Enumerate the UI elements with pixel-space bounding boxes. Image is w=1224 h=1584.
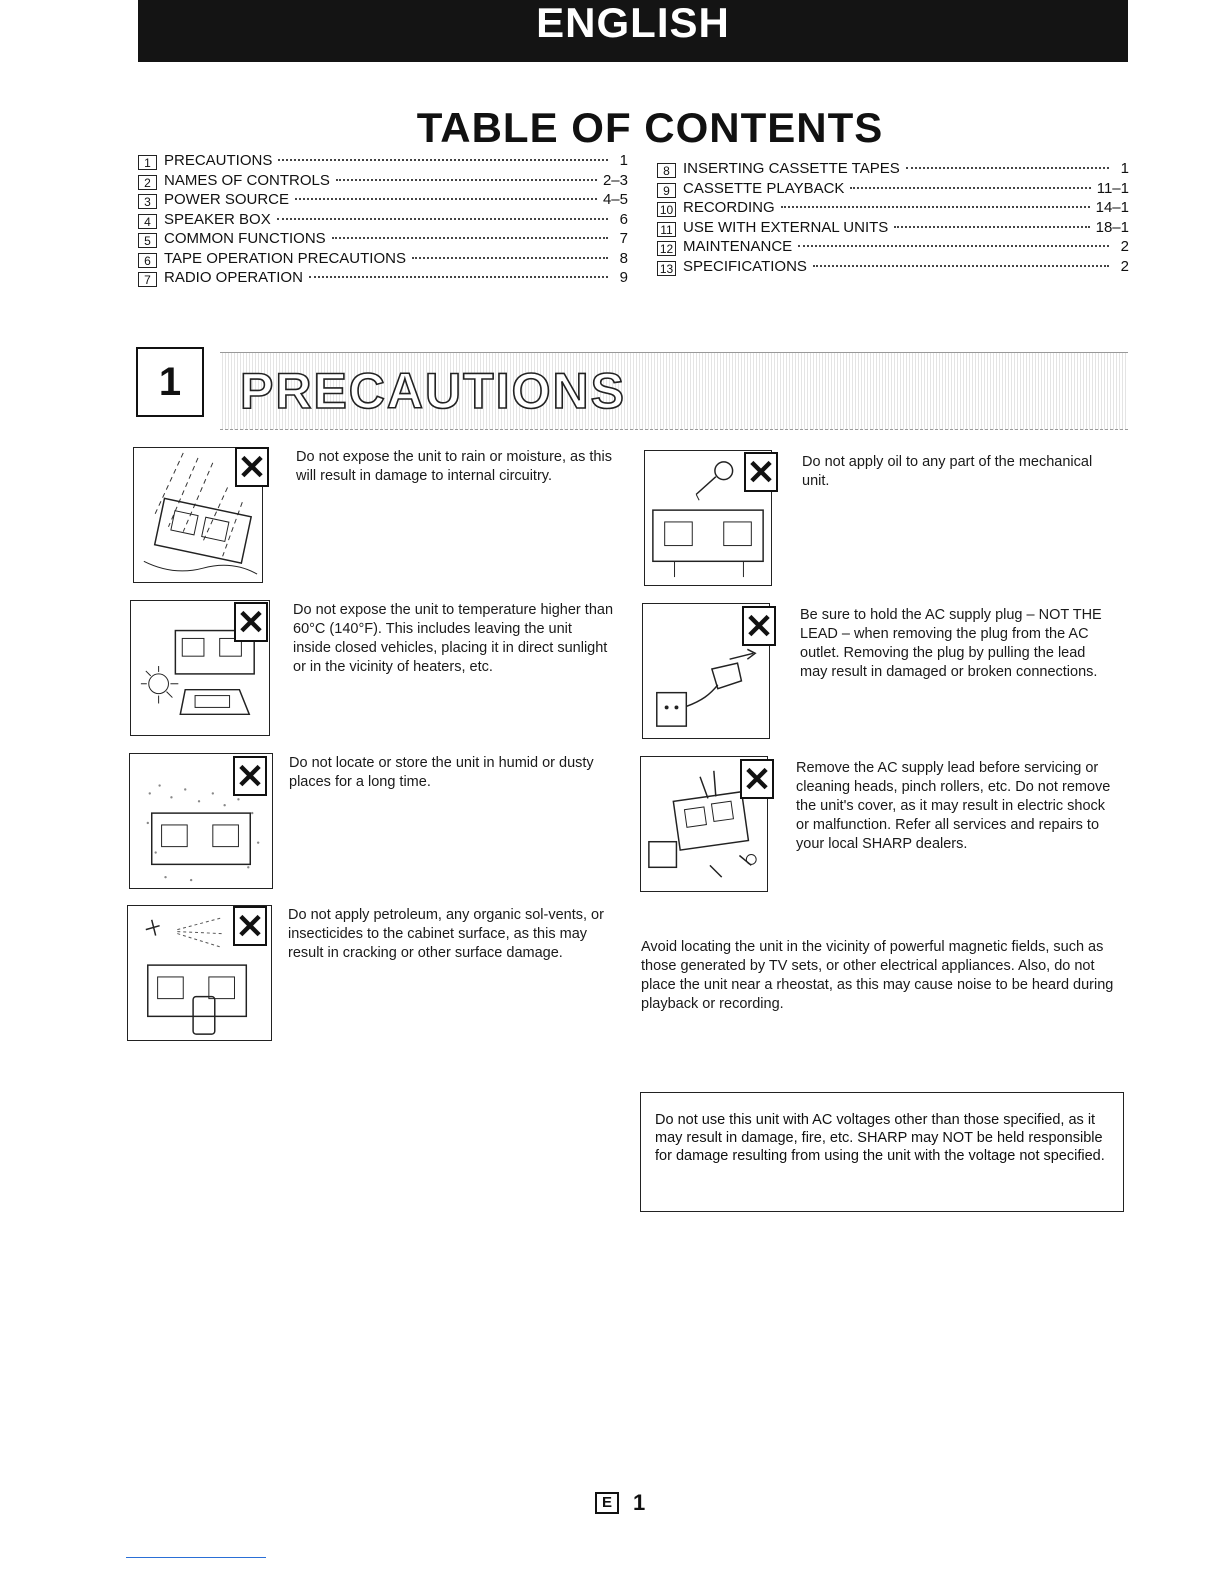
toc-leader-dots: [850, 187, 1090, 189]
prohibited-icon: ✕: [742, 606, 776, 646]
toc-item-label: CASSETTE PLAYBACK: [683, 179, 845, 197]
toc-item-page: 7: [619, 230, 628, 247]
prohibited-icon: ✕: [235, 447, 269, 487]
toc-item: [138, 172, 628, 192]
toc-item-number: 7: [138, 272, 157, 287]
prohibited-icon: ✕: [234, 602, 268, 642]
toc-item-label: USE WITH EXTERNAL UNITS: [683, 218, 889, 236]
toc-leader-dots: [813, 265, 1109, 267]
toc-item-number: 13: [657, 261, 676, 276]
toc-left-column: [138, 152, 628, 289]
toc-leader-dots: [278, 159, 608, 161]
toc-item-page: 4–5: [602, 191, 628, 208]
toc-item-page: 11–1: [1096, 179, 1129, 197]
toc-item: [138, 211, 628, 231]
toc-item-label: COMMON FUNCTIONS: [164, 230, 326, 247]
bottom-rule: [126, 1557, 266, 1558]
precaution-solvent-text: Do not apply petroleum, any organic sol-vents, or insecticides to the cabinet surface, as this may result in cracking or other surface damage.: [288, 907, 604, 961]
toc-item-number: 12: [657, 241, 676, 256]
precaution-service-text: Remove the AC supply lead before servicing or cleaning heads, pinch rollers, etc. Do not remove the unit's cover, as it may result in electric shock or malfunction. Refer all services and repairs to your local SHARP dealers.: [796, 760, 1111, 852]
toc-item-number: 1: [138, 155, 157, 170]
prohibited-icon: ✕: [233, 906, 267, 946]
toc-item-number: 2: [138, 175, 157, 190]
prohibited-icon: ✕: [740, 759, 774, 799]
language-header: [138, 0, 1128, 62]
toc-item: [138, 230, 628, 250]
toc-item: [138, 250, 628, 270]
toc-item-page: 8: [619, 249, 628, 267]
precaution-humid-text: Do not locate or store the unit in humid or dusty places for a long time.: [289, 755, 594, 790]
toc-item: [657, 219, 1129, 239]
toc-item-number: 8: [657, 163, 676, 178]
toc-item-number: 10: [657, 202, 676, 217]
footer-language-box: E: [595, 1492, 619, 1514]
precaution-oil-text: Do not apply oil to any part of the mechanical unit.: [802, 454, 1093, 489]
prohibited-icon: ✕: [233, 756, 267, 796]
precaution-rain-text: Do not expose the unit to rain or moisture, as this will result in damage to internal circuitry.: [296, 449, 612, 484]
toc-leader-dots: [336, 179, 597, 181]
toc-leader-dots: [332, 237, 608, 239]
toc-item-label: RECORDING: [683, 199, 775, 216]
toc-item-number: 5: [138, 233, 157, 248]
precaution-plug-text: Be sure to hold the AC supply plug – NOT THE LEAD – when removing the plug from the AC outlet. Removing the plug by pulling the lead may result in damaged or broken connections.: [800, 607, 1102, 680]
toc-right-column: [657, 160, 1129, 277]
toc-item-number: 4: [138, 214, 157, 229]
toc-item-label: RADIO OPERATION: [164, 269, 303, 286]
toc-leader-dots: [412, 257, 608, 259]
voltage-notice-text: Do not use this unit with AC voltages other than those specified, as it may result in damage, fire, etc. SHARP may NOT be held responsible for damage resulting from using the unit with the voltage not specified.: [655, 1112, 1105, 1164]
toc-item: [138, 269, 628, 289]
toc-item-label: SPECIFICATIONS: [683, 257, 807, 275]
toc-item-label: TAPE OPERATION PRECAUTIONS: [164, 249, 406, 267]
toc-item-page: 2: [1120, 257, 1129, 275]
language-title: ENGLISH: [536, 0, 730, 46]
toc-item-page: 2: [1120, 238, 1129, 255]
footer-page-number: 1: [633, 1490, 646, 1515]
toc-item-page: 1: [619, 152, 628, 169]
toc-item-page: 14–1: [1095, 199, 1129, 216]
toc-item: [138, 191, 628, 211]
toc-item-label: MAINTENANCE: [683, 238, 793, 255]
toc-item: [657, 258, 1129, 278]
toc-leader-dots: [295, 198, 597, 200]
voltage-notice: [640, 1092, 1124, 1212]
precaution-magnetic-text: Avoid locating the unit in the vicinity of powerful magnetic fields, such as those generated by TV sets, or other electrical appliances. Also, do not place the unit near a rheostat, as this may cause noise to be heard during playback or recording.: [641, 939, 1114, 1012]
prohibited-icon: ✕: [744, 452, 778, 492]
toc-item-number: 11: [657, 222, 676, 237]
toc-item: [138, 152, 628, 172]
toc-item-label: SPEAKER BOX: [164, 210, 271, 228]
toc-item: [657, 180, 1129, 200]
toc-leader-dots: [894, 226, 1089, 228]
page-footer: [595, 1490, 645, 1516]
toc-item: [657, 160, 1129, 180]
toc-title: TABLE OF CONTENTS: [416, 104, 884, 151]
toc-item-label: POWER SOURCE: [164, 191, 290, 208]
toc-leader-dots: [309, 276, 608, 278]
toc-item-label: INSERTING CASSETTE TAPES: [683, 160, 900, 177]
toc-item-page: 18–1: [1095, 218, 1129, 236]
toc-item-page: 9: [619, 269, 628, 286]
toc-item-page: 6: [619, 210, 628, 228]
toc-leader-dots: [781, 206, 1090, 208]
precaution-heat-text: Do not expose the unit to temperature higher than 60°C (140°F). This includes leaving the unit inside closed vehicles, placing it in direct sunlight or in the vicinity of heaters, etc.: [293, 602, 614, 675]
toc-item-label: NAMES OF CONTROLS: [164, 171, 330, 189]
toc-item-page: 2–3: [602, 171, 628, 189]
toc-item-number: 6: [138, 253, 157, 268]
toc-item: [657, 238, 1129, 258]
section-heading: PRECAUTIONS: [240, 363, 626, 419]
toc-leader-dots: [906, 167, 1109, 169]
toc-item-number: 3: [138, 194, 157, 209]
toc-leader-dots: [798, 245, 1109, 247]
toc-item-label: PRECAUTIONS: [164, 152, 273, 169]
toc-leader-dots: [277, 218, 608, 220]
toc-item: [657, 199, 1129, 219]
toc-item-number: 9: [657, 183, 676, 198]
section-number: 1: [136, 347, 204, 417]
toc-item-page: 1: [1120, 160, 1129, 177]
